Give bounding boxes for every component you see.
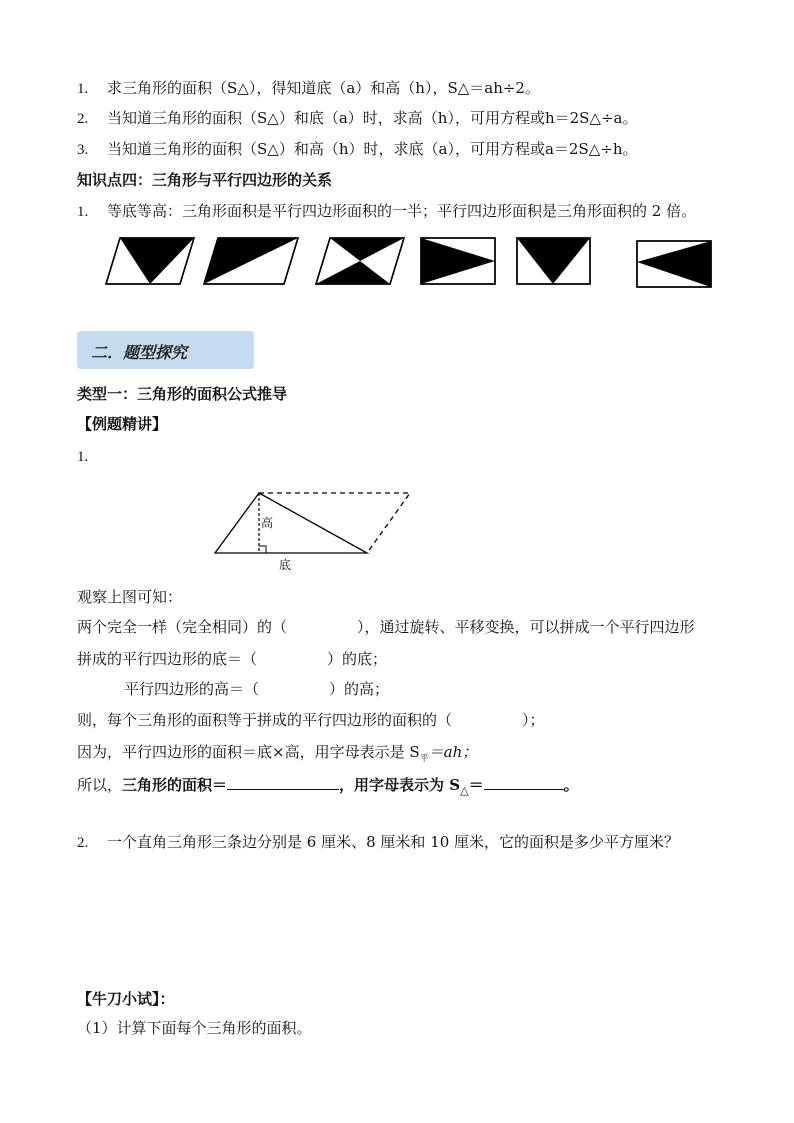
list-number: 2. (77, 835, 89, 851)
text-segment: ＝ (468, 776, 484, 794)
fill-line-3 (124, 679, 389, 699)
text-segment: ，用字母表示为 S (339, 776, 461, 794)
list-number: 2. (77, 111, 89, 127)
knowledge-heading: 知识点四：三角形与平行四边形的关系 (77, 171, 333, 189)
formula-text: 求三角形的面积（S△），得知道底（a）和高（h），S△＝ah÷2。 (107, 79, 540, 97)
practice-heading: 【牛刀小试】： (77, 990, 175, 1008)
practice-item: （1）计算下面每个三角形的面积。 (77, 1019, 312, 1037)
example-label: 【例题精讲】 (77, 415, 168, 433)
question-text: 一个直角三角形三条边分别是 6 厘米、8 厘米和 10 厘米，它的面积是多少平方厘米？ (107, 833, 680, 851)
text-segment: ＝ah； (428, 743, 478, 761)
list-number: 1. (77, 81, 89, 97)
text-segment: 所以， (77, 776, 123, 794)
formula-line (77, 742, 477, 769)
text-segment: ）的高； (329, 680, 390, 698)
knowledge-text: 等底等高：三角形面积是平行四边形面积的一半；平行四边形面积是三角形面积的 2 倍。 (107, 202, 697, 220)
text-segment: ）； (522, 711, 545, 729)
list-number: 1. (77, 204, 89, 220)
answer-blank[interactable] (484, 773, 564, 790)
text-segment: 。 (563, 776, 579, 794)
text-segment: 则，每个三角形的面积等于拼成的平行四边形的面积的（ (77, 711, 453, 729)
text-segment: 两个完全一样（完全相同）的（ (77, 618, 288, 636)
text-segment: 三角形的面积＝ (122, 776, 228, 794)
fill-line-1 (77, 617, 695, 637)
fill-line-4 (77, 710, 545, 730)
observe-text: 观察上图可知： (77, 588, 183, 606)
height-label: 高 (261, 516, 274, 530)
conclusion-line (77, 773, 579, 801)
example-number: 1. (77, 449, 89, 465)
formula-text: 当知道三角形的面积（S△）和高（h）时，求底（a），可用方程或a＝2S△÷h。 (107, 140, 638, 158)
answer-blank[interactable] (227, 773, 339, 790)
section-title: 二．题型探究 (91, 343, 188, 362)
subscript: △ (460, 784, 469, 797)
list-number: 3. (77, 142, 89, 158)
text-segment: 因为，平行四边形的面积＝底×高，用字母表示是 S (77, 743, 420, 761)
text-segment: ），通过旋转、平移变换，可以拼成一个平行四边形 (357, 618, 695, 636)
formula-text: 当知道三角形的面积（S△）和底（a）时，求高（h），可用方程或h＝2S△÷a。 (107, 109, 638, 127)
text-segment: 平行四边形的高＝（ (124, 680, 260, 698)
text-segment: 拼成的平行四边形的底＝（ (77, 650, 258, 668)
base-label: 底 (279, 558, 292, 572)
type-heading: 类型一：三角形的面积公式推导 (77, 385, 288, 403)
subscript: 平 (419, 754, 429, 764)
text-segment: ）的底； (327, 650, 388, 668)
fill-line-2 (77, 649, 387, 669)
example-2 (77, 832, 679, 853)
